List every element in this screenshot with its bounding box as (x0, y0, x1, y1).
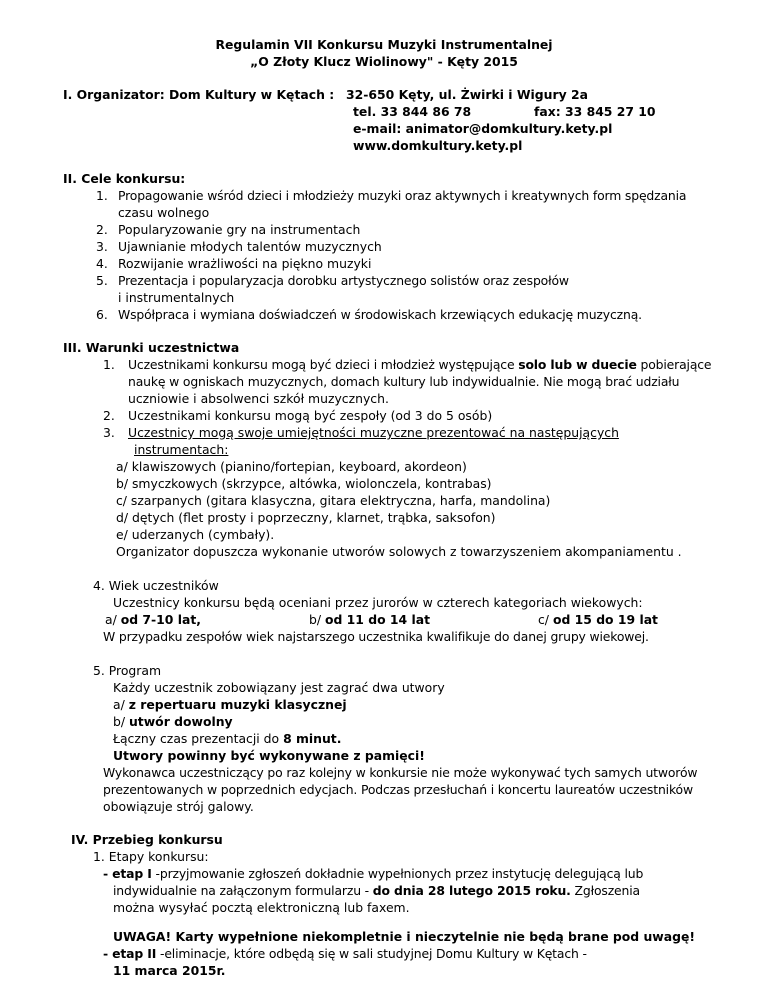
stage-2-label: - etap II (103, 946, 157, 961)
organizer-fax: fax: 33 845 27 10 (534, 104, 656, 119)
age-category-c (538, 611, 658, 629)
course-stages-heading: 1. Etapy konkursu: (93, 849, 209, 864)
course-heading: IV. Przebieg konkursu (71, 832, 223, 847)
condition-2-text: Uczestnikami konkursu mogą być zespoły (od 3 do 5 osób) (128, 408, 493, 423)
age-category-a (105, 611, 201, 629)
stage-1-text: -przyjmowanie zgłoszeń dokładnie wypełnionych przez instytucję delegującą lub (151, 866, 644, 881)
age-team-note: W przypadku zespołów wiek najstarszego uczestnika kwalifikuje do danej grupy wiekowej. (103, 629, 649, 644)
program-piece-a (113, 696, 347, 714)
age-category-c-prefix: c/ (538, 612, 553, 627)
program-piece-b (113, 713, 233, 731)
stage-1 (103, 865, 643, 883)
age-category-b-prefix: b/ (309, 612, 325, 627)
condition-3-text-line-2: instrumentach: (134, 442, 229, 457)
goals-heading: II. Cele konkursu: (63, 171, 186, 186)
condition-number: 2. (103, 408, 115, 423)
document-title-line-1: Regulamin VII Konkursu Muzyki Instrumentalnej (215, 37, 553, 52)
stage-2 (103, 945, 587, 963)
program-rule-line-2: prezentowanych w poprzednich edycjach. Podczas przesłuchań i koncertu laureatów uczestników (103, 782, 693, 797)
age-category-a-prefix: a/ (105, 612, 121, 627)
conditions-heading: III. Warunki uczestnictwa (63, 340, 240, 355)
program-piece-a-text: z repertuaru muzyki klasycznej (128, 697, 347, 712)
goal-text: Prezentacja i popularyzacja dorobku artystycznego solistów oraz zespołów (118, 273, 569, 288)
program-piece-b-text: utwór dowolny (128, 714, 233, 729)
condition-1-text (128, 356, 711, 374)
stage-1-line-3: można wysyłać pocztą elektroniczną lub faxem. (113, 900, 410, 915)
program-time-limit (113, 730, 341, 748)
instrument-category: a/ klawiszowych (pianino/fortepian, keyboard, akordeon) (116, 459, 467, 474)
goal-number: 6. (96, 307, 108, 322)
condition-1-text-line-3: uczniowie i absolwenci szkół muzycznych. (128, 391, 389, 406)
organizer-email: e-mail: animator@domkultury.kety.pl (353, 121, 613, 136)
condition-1-solo-duet: solo lub w duecie (518, 357, 637, 372)
program-rule-line-1: Wykonawca uczestniczący po raz kolejny w konkursie nie może wykonywać tych samych utworów (103, 765, 698, 780)
age-intro: Uczestnicy konkursu będą oceniani przez jurorów w czterech kategoriach wiekowych: (113, 595, 643, 610)
age-category-b (309, 611, 430, 629)
condition-number: 3. (103, 425, 115, 440)
stage-1-line-2 (113, 882, 640, 900)
program-time-value: 8 minut. (283, 731, 342, 746)
condition-1-text-start: Uczestnikami konkursu mogą być dzieci i młodzież występujące (128, 357, 519, 372)
stage-2-date: 11 marca 2015r. (113, 963, 226, 978)
accompaniment-note: Organizator dopuszcza wykonanie utworów solowych z towarzyszeniem akompaniamentu . (116, 544, 682, 559)
organizer-label: I. Organizator: Dom Kultury w Kętach : (63, 87, 335, 102)
goal-text: Rozwijanie wrażliwości na piękno muzyki (118, 256, 372, 271)
stage-1-deadline: do dnia 28 lutego 2015 roku. (372, 883, 571, 898)
document-title-line-2: „O Złoty Klucz Wiolinowy" - Kęty 2015 (250, 54, 518, 69)
program-memory-rule: Utwory powinny być wykonywane z pamięci! (113, 748, 425, 763)
stage-1-line-2-text: indywidualnie na załączonym formularzu - (113, 883, 373, 898)
age-category-b-range: od 11 do 14 lat (324, 612, 431, 627)
goal-text: Współpraca i wymiana doświadczeń w środowiskach krzewiących edukację muzyczną. (118, 307, 642, 322)
condition-1-text-end: pobierające (636, 357, 712, 372)
goal-number: 4. (96, 256, 108, 271)
age-category-a-range: od 7-10 lat, (120, 612, 201, 627)
program-intro: Każdy uczestnik zobowiązany jest zagrać dwa utwory (113, 680, 445, 695)
condition-number: 1. (103, 357, 115, 372)
goal-number: 5. (96, 273, 108, 288)
organizer-tel: tel. 33 844 86 78 (353, 104, 472, 119)
program-time-text: Łączny czas prezentacji do (113, 731, 284, 746)
instrument-category: b/ smyczkowych (skrzypce, altówka, wiolonczela, kontrabas) (116, 476, 492, 491)
age-category-c-range: od 15 do 19 lat (552, 612, 658, 627)
instrument-category: d/ dętych (flet prosty i poprzeczny, klarnet, trąbka, saksofon) (116, 510, 496, 525)
goal-text: Ujawnianie młodych talentów muzycznych (118, 239, 382, 254)
organizer-www: www.domkultury.kety.pl (353, 138, 523, 153)
goal-number: 1. (96, 188, 108, 203)
condition-3-text: Uczestnicy mogą swoje umiejętności muzyczne prezentować na następujących (128, 425, 619, 440)
program-rule-line-3: obowiązuje strój galowy. (103, 799, 254, 814)
course-warning: UWAGA! Karty wypełnione niekompletnie i nieczytelnie nie będą brane pod uwagę! (113, 929, 696, 944)
stage-1-line-2-end: Zgłoszenia (570, 883, 640, 898)
stage-2-text: -eliminacje, które odbędą się w sali studyjnej Domu Kultury w Kętach - (156, 946, 587, 961)
goal-text-continued: czasu wolnego (118, 205, 210, 220)
program-piece-a-prefix: a/ (113, 697, 129, 712)
goal-text-continued: i instrumentalnych (118, 290, 235, 305)
goal-number: 3. (96, 239, 108, 254)
age-heading: 4. Wiek uczestników (93, 578, 219, 593)
instrument-category: e/ uderzanych (cymbały). (116, 527, 275, 542)
instrument-category: c/ szarpanych (gitara klasyczna, gitara elektryczna, harfa, mandolina) (116, 493, 551, 508)
organizer-address: 32-650 Kęty, ul. Żwirki i Wigury 2a (346, 87, 588, 102)
program-heading: 5. Program (93, 663, 162, 678)
program-piece-b-prefix: b/ (113, 714, 129, 729)
goal-text: Propagowanie wśród dzieci i młodzieży muzyki oraz aktywnych i kreatywnych form spędzania (118, 188, 687, 203)
stage-1-label: - etap I (103, 866, 152, 881)
goal-number: 2. (96, 222, 108, 237)
condition-1-text-line-2: naukę w ogniskach muzycznych, domach kultury lub indywidualnie. Nie mogą brać udziału (128, 374, 680, 389)
goal-text: Popularyzowanie gry na instrumentach (118, 222, 361, 237)
